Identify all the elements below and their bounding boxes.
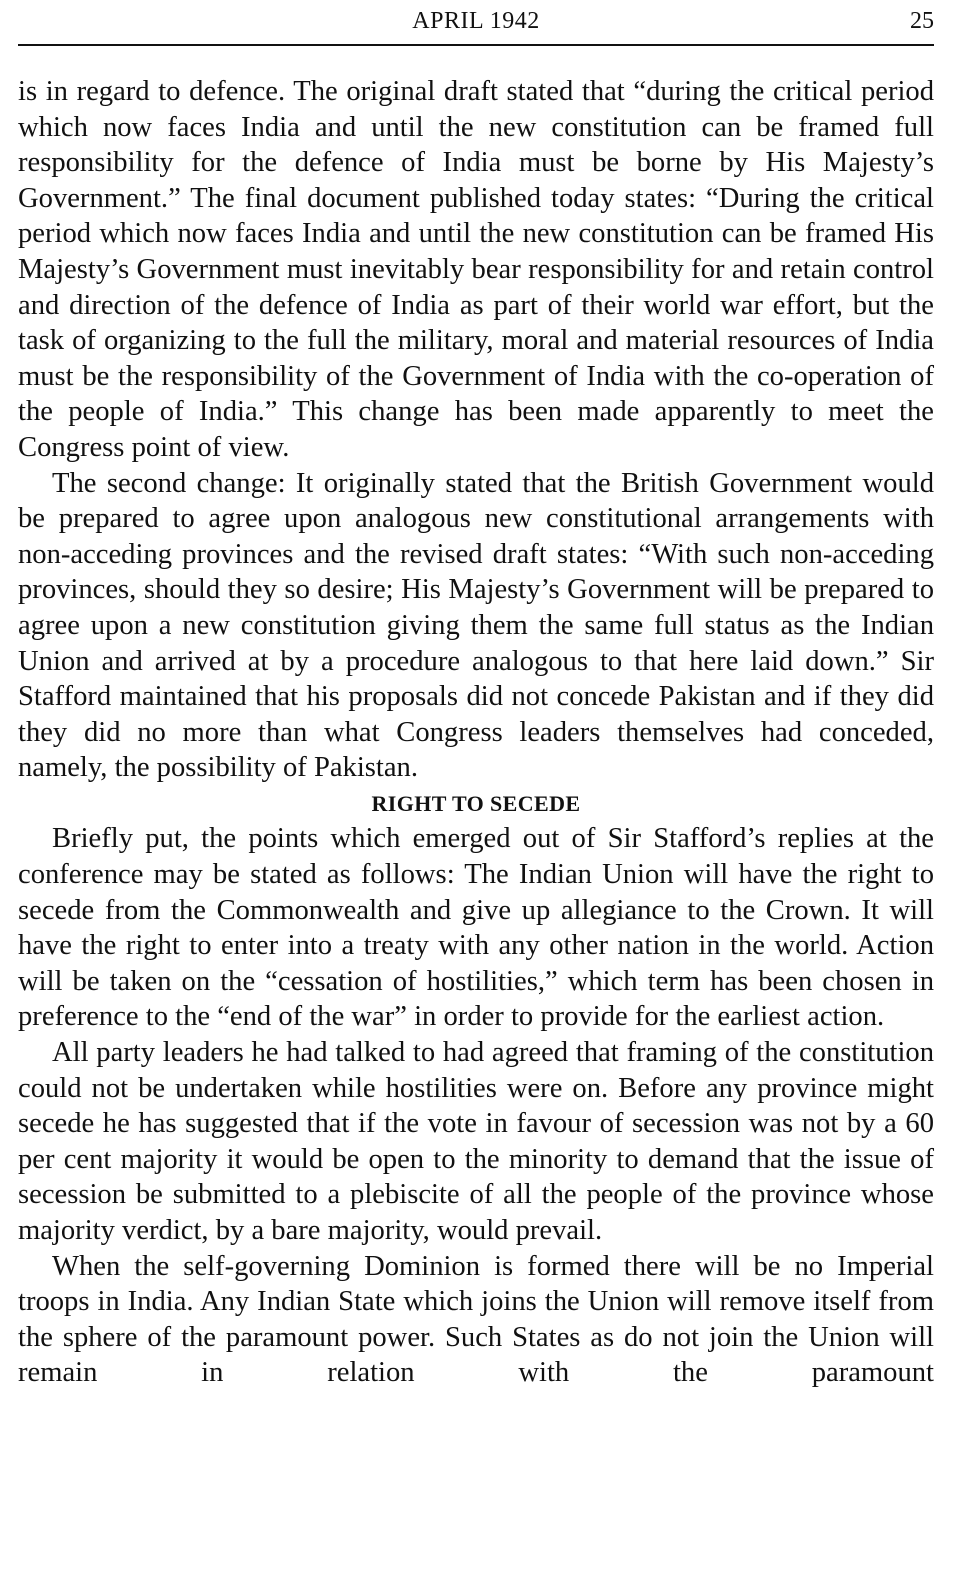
- paragraph-dominion-formed: When the self-governing Dominion is formed there will be no Imperial troops in India. Any Indian State which joins the Union will remove itself from the sphere of the paramount power. Such States as do not join the Union will remain in relation with the paramount: [18, 1250, 934, 1389]
- running-header-title: APRIL 1942: [412, 8, 540, 34]
- body-text: [18, 74, 934, 1391]
- paragraph-second-change: The second change: It originally stated that the British Government would be prepared to agree upon analogous new constitutional arrangements with non-acceding provinces and the revised draft states: “With such non-acceding provinces, should they so desire; His Majesty’s Government will be prepared to agree upon a new constitution giving them the same full status as the Indian Union and arrived at by a procedure analogous to that here laid down.” Sir Stafford maintained that his proposals did not concede Pakistan and if they did they did no more than what Congress leaders themselves had conceded, namely, the possibility of Pakistan.: [18, 467, 934, 784]
- page-number: 25: [910, 8, 934, 34]
- paragraph-continued-defence: is in regard to defence. The original draft stated that “during the critical period which now faces India and until the new constitution can be framed full responsibility for the defence of India must be borne by His Majesty’s Government.” The final document published today states: “During the critical period which now faces India and until the new constitution can be framed His Majesty’s Government must inevitably bear responsibility for and retain control and direction of the defence of India as part of their world war effort, but the task of organizing to the full the military, moral and material resources of India must be the responsibility of the Government of India with the co-operation of the people of India.” This change has been made apparently to meet the Congress point of view.: [18, 76, 934, 463]
- running-header: [18, 6, 934, 40]
- paragraph-party-leaders: All party leaders he had talked to had agreed that framing of the constitution could not be undertaken while hostilities were on. Before any province might secede he has suggested that if the vote in favour of secession was not by a 60 per cent majority it would be open to the minority to demand that the issue of secession be submitted to a plebiscite of all the people of the province whose majority verdict, by a bare majority, would prevail.: [18, 1037, 934, 1246]
- section-heading-right-to-secede: RIGHT TO SECEDE: [371, 790, 581, 816]
- paragraph-points-emerged: Briefly put, the points which emerged out of Sir Stafford’s replies at the conference may be stated as follows: The Indian Union will have the right to secede from the Commonwealth and give up allegiance to the Crown. It will have the right to enter into a treaty with any other nation in the world. Action will be taken on the “cessation of hostilities,” which term has been chosen in preference to the “end of the war” in order to provide for the earliest action.: [18, 823, 934, 1033]
- header-rule: [18, 44, 934, 46]
